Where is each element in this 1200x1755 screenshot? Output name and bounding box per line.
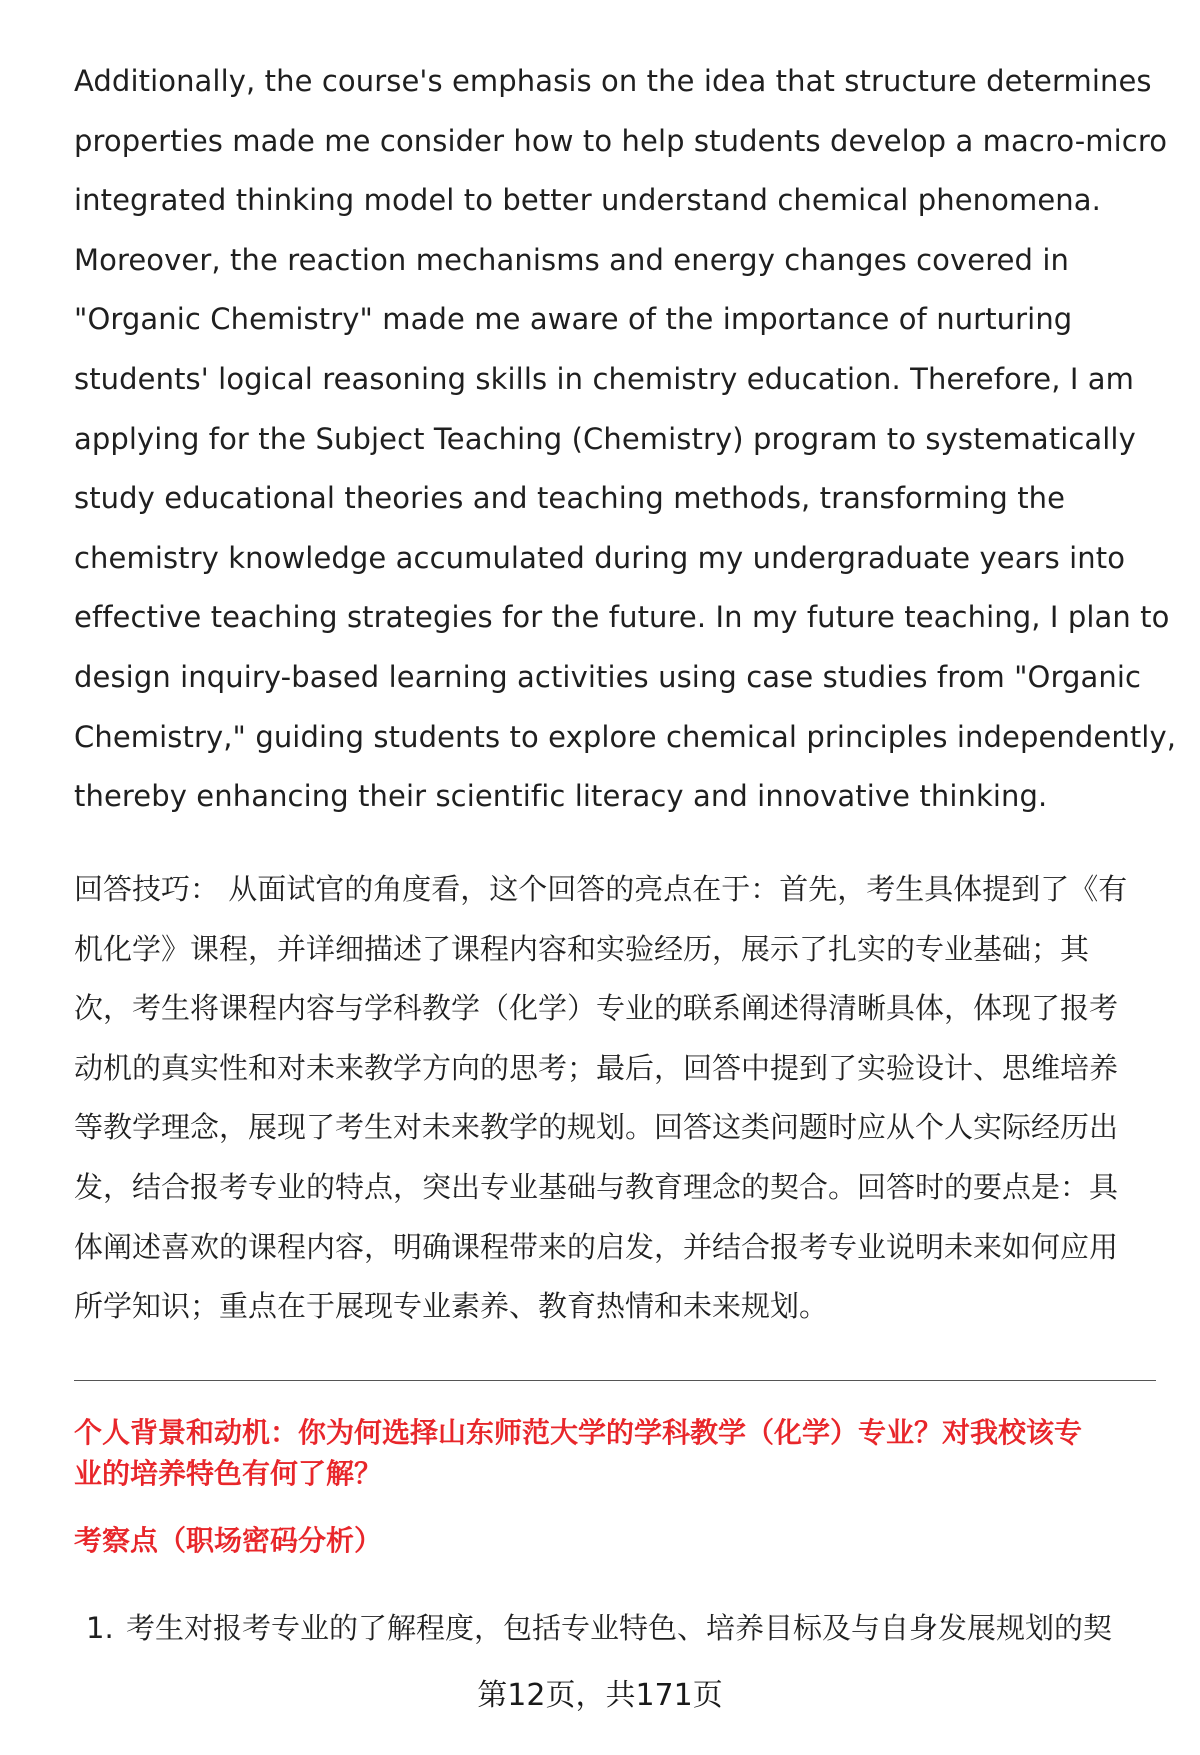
section-divider bbox=[74, 1380, 1156, 1381]
paragraph-line: thereby enhancing their scientific literacy and innovative thinking. bbox=[74, 779, 1048, 814]
tips-line: 机化学》课程，并详细描述了课程内容和实验经历，展示了扎实的专业基础；其 bbox=[74, 931, 1090, 966]
paragraph-line: students' logical reasoning skills in chemistry education. Therefore, I am bbox=[74, 361, 1135, 396]
paragraph-line: properties made me consider how to help students develop a macro-micro bbox=[74, 123, 1168, 158]
list-item-text: 考生对报考专业的了解程度，包括专业特色、培养目标及与自身发展规划的契 bbox=[126, 1611, 1113, 1645]
paragraph-line: Additionally, the course's emphasis on the idea that structure determines bbox=[74, 64, 1152, 98]
section-title: 考察点（职场密码分析） bbox=[74, 1524, 383, 1557]
paragraph-line: design inquiry-based learning activities using case studies from "Organic bbox=[74, 659, 1142, 694]
paragraph-line: integrated thinking model to better understand chemical phenomena. bbox=[74, 183, 1101, 218]
english-paragraph bbox=[74, 52, 1177, 827]
question-line: 业的培养特色有何了解？ bbox=[74, 1457, 383, 1490]
paragraph-line: chemistry knowledge accumulated during my undergraduate years into bbox=[74, 540, 1126, 575]
paragraph-line: Chemistry," guiding students to explore chemical principles independently, bbox=[74, 719, 1177, 754]
list-item bbox=[86, 1608, 1156, 1648]
tips-line: 发，结合报考专业的特点，突出专业基础与教育理念的契合。回答时的要点是：具 bbox=[74, 1169, 1119, 1204]
paragraph-line: applying for the Subject Teaching (Chemistry) program to systematically bbox=[74, 421, 1136, 456]
paragraph-line: study educational theories and teaching methods, transforming the bbox=[74, 481, 1066, 516]
question-line: 个人背景和动机：你为何选择山东师范大学的学科教学（化学）专业？对我校该专 bbox=[74, 1416, 1083, 1449]
tips-line: 所学知识；重点在于展现专业素养、教育热情和未来规划。 bbox=[74, 1289, 829, 1324]
tips-line: 次，考生将课程内容与学科教学（化学）专业的联系阐述得清晰具体，体现了报考 bbox=[74, 991, 1119, 1026]
paragraph-line: "Organic Chemistry" made me aware of the importance of nurturing bbox=[74, 302, 1073, 337]
tips-line: 动机的真实性和对未来教学方向的思考；最后，回答中提到了实验设计、思维培养 bbox=[74, 1050, 1119, 1085]
page-footer: 第12页，共171页 bbox=[477, 1678, 723, 1713]
question-heading bbox=[74, 1412, 1156, 1494]
answer-tips-paragraph bbox=[74, 860, 1154, 1337]
paragraph-line: Moreover, the reaction mechanisms and energy changes covered in bbox=[74, 242, 1070, 277]
list-item-number: 1. bbox=[86, 1611, 114, 1645]
tips-line: 等教学理念，展现了考生对未来教学的规划。回答这类问题时应从个人实际经历出 bbox=[74, 1110, 1119, 1145]
tips-line: 体阐述喜欢的课程内容，明确课程带来的启发，并结合报考专业说明未来如何应用 bbox=[74, 1229, 1119, 1264]
tips-line: 回答技巧： 从面试官的角度看，这个回答的亮点在于：首先，考生具体提到了《有 bbox=[74, 872, 1128, 906]
paragraph-line: effective teaching strategies for the future. In my future teaching, I plan to bbox=[74, 600, 1170, 635]
